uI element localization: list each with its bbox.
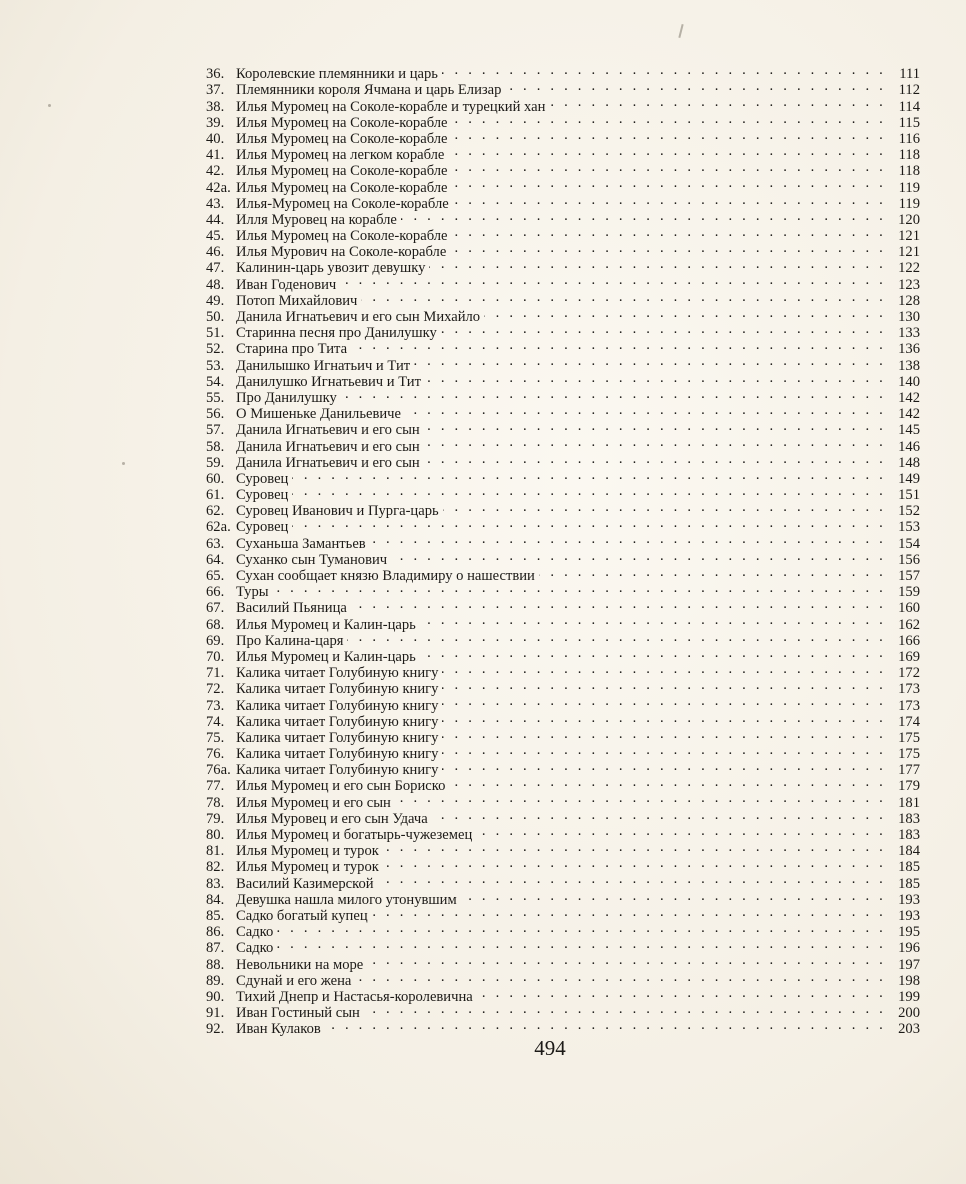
toc-entry-title: Калика читает Голубиную книгу [236, 729, 439, 746]
dot-leader [383, 839, 886, 855]
toc-entry-page: 166 [898, 632, 920, 649]
toc-entry-page: 116 [898, 130, 920, 147]
toc-entry-page: 123 [898, 276, 920, 293]
toc-entry-page: 148 [898, 454, 920, 471]
toc-entry-page: 197 [898, 956, 920, 973]
toc-entry [206, 952, 920, 973]
toc-entry-number: 64. [206, 551, 225, 568]
toc-entry-number: 51. [206, 325, 225, 342]
toc-entry-number: 59. [206, 454, 225, 471]
toc-entry-number: 78. [206, 794, 225, 811]
toc-entry-number: 60. [206, 470, 225, 487]
toc-entry-page: 154 [898, 535, 920, 552]
toc-entry-title: Калика читает Голубиную книгу [236, 762, 439, 779]
dot-leader [442, 742, 886, 758]
toc-entry-title: Сухан сообщает князю Владимиру о нашествии [236, 568, 535, 584]
toc-entry-title: Иван Гостиный сын [236, 1005, 360, 1022]
dot-leader [461, 888, 886, 904]
toc-entry-title: Туры [236, 584, 269, 601]
dot-leader [292, 467, 886, 483]
toc-entry-page: 120 [898, 211, 920, 228]
toc-entry-title: Калика читает Голубиную книгу [236, 665, 439, 682]
toc-entry-number: 70. [206, 648, 225, 665]
toc-entry-title: Василий Казимерской [236, 875, 374, 892]
toc-entry-page: 145 [898, 422, 920, 439]
dot-leader [292, 483, 886, 499]
toc-entry-title: Суровец [236, 470, 289, 487]
dot-leader [450, 240, 886, 256]
paper-speck [48, 104, 51, 107]
toc-entry-page: 142 [898, 406, 920, 423]
toc-entry-number: 52. [206, 341, 225, 358]
dot-leader [442, 661, 886, 677]
toc-entry-title: Про Калина-царя [236, 632, 344, 649]
toc-entry-title: Королевские племянники и царь [236, 66, 438, 83]
toc-entry-page: 157 [898, 568, 920, 584]
toc-entry-page: 136 [898, 341, 920, 358]
toc-entry-title: Садко [236, 940, 274, 957]
toc-entry-title: Калика читает Голубиную книгу [236, 697, 439, 714]
toc-entry-number: 47. [206, 260, 225, 277]
toc-entry-page: 130 [898, 309, 920, 325]
toc-entry-page: 122 [898, 260, 920, 277]
toc-entry-title: Илья Муромец и богатырь-чужеземец [236, 827, 473, 843]
dot-leader [351, 596, 886, 612]
toc-entry-title: Суровец [236, 519, 289, 536]
pencil-mark [678, 24, 683, 38]
toc-entry [206, 62, 920, 83]
toc-entry-number: 77. [206, 778, 225, 795]
dot-leader [340, 272, 886, 288]
toc-entry-page: 142 [898, 389, 920, 406]
toc-entry-number: 74. [206, 713, 225, 730]
toc-entry-title: Данила Игнатьевич и его сын Михайло [236, 309, 481, 325]
toc-entry-title: Илья Муромец на Соколе-корабле и турецкий хан [236, 98, 546, 115]
toc-entry-title: Суханьша Замантьев [236, 535, 366, 552]
toc-entry-number: 54. [206, 373, 225, 390]
toc-entry-number: 83. [206, 875, 225, 892]
toc-entry-page: 185 [898, 859, 920, 876]
toc-entry-page: 172 [898, 665, 920, 682]
dot-leader [449, 774, 886, 790]
toc-entry-page: 152 [898, 503, 920, 520]
toc-entry-number: 37. [206, 82, 225, 99]
toc-entry-page: 200 [898, 1005, 920, 1022]
toc-entry-title: Илья Муромец и турок [236, 859, 379, 876]
dot-leader [395, 790, 886, 806]
toc-entry-number: 39. [206, 114, 225, 131]
toc-entry-page: 183 [898, 810, 920, 827]
toc-entry-page: 175 [898, 729, 920, 746]
toc-entry-number: 92. [206, 1021, 225, 1038]
dot-leader [372, 904, 886, 920]
toc-entry-page: 112 [898, 82, 920, 99]
toc-entry-page: 159 [898, 584, 920, 601]
toc-entry-title: Данила Игнатьевич и его сын [236, 438, 420, 455]
dot-leader [347, 629, 886, 645]
toc-entry-number: 46. [206, 244, 225, 261]
toc-entry-page: 121 [898, 244, 920, 261]
toc-entry-title: Суровец [236, 487, 289, 504]
toc-entry-number: 66. [206, 584, 225, 601]
toc-entry-page: 199 [898, 988, 920, 1005]
toc-entry-title: Данила Игнатьевич и его сын [236, 422, 420, 439]
toc-entry-page: 193 [898, 891, 920, 908]
toc-entry-page: 118 [898, 147, 920, 164]
toc-entry-page: 121 [898, 228, 920, 245]
toc-entry-page: 183 [898, 827, 920, 843]
toc-entry-number: 63. [206, 535, 225, 552]
paper-speck [122, 462, 125, 465]
toc-entry-title: Тихий Днепр и Настасья-королевична [236, 988, 473, 1005]
toc-entry-title: Садко богатый купец [236, 907, 368, 924]
toc-entry-number: 80. [206, 827, 225, 843]
dot-leader [443, 499, 886, 515]
dot-leader [484, 305, 886, 321]
toc-entry-number: 79. [206, 810, 225, 827]
dot-leader [355, 969, 886, 985]
toc-entry-title: Калика читает Голубиную книгу [236, 713, 439, 730]
toc-entry-number: 88. [206, 956, 225, 973]
toc-entry-number: 71. [206, 665, 225, 682]
toc-entry-number: 72. [206, 681, 225, 698]
toc-entry-page: 160 [898, 600, 920, 617]
dot-leader [277, 936, 886, 952]
toc-entry-number: 85. [206, 907, 225, 924]
toc-entry-page: 184 [898, 843, 920, 860]
toc-entry-number: 42а. [206, 179, 231, 196]
toc-entry-number: 90. [206, 988, 225, 1005]
dot-leader [420, 612, 886, 628]
dot-leader [277, 920, 886, 936]
toc-entry-number: 67. [206, 600, 225, 617]
toc-entry-title: Илья Муромец и турок [236, 843, 379, 860]
toc-entry-number: 55. [206, 389, 225, 406]
toc-entry-title: Илья Муромец на Соколе-корабле [236, 114, 448, 131]
toc-entry-page: 151 [898, 487, 920, 504]
dot-leader [425, 370, 886, 386]
toc-entry-title: Садко [236, 924, 274, 941]
toc-entry-page: 181 [898, 794, 920, 811]
toc-entry-page: 195 [898, 924, 920, 941]
toc-entry-number: 36. [206, 66, 225, 83]
dot-leader [424, 434, 886, 450]
toc-entry-number: 43. [206, 195, 225, 212]
toc-entry-number: 44. [206, 211, 225, 228]
toc-entry-page: 119 [898, 195, 920, 212]
toc-entry-title: Илья Муромец и его сын Бориско [236, 778, 446, 795]
dot-leader [292, 515, 886, 531]
dot-leader [367, 952, 886, 968]
toc-entry-title: Племянники короля Ячмана и царь Елизар [236, 82, 502, 99]
dot-leader [361, 289, 886, 305]
toc-entry-title: Илья-Муромец на Соколе-корабле [236, 195, 449, 212]
toc-entry [206, 596, 920, 617]
toc-entry-number: 42. [206, 163, 225, 180]
toc-entry-title: Илья Муромец на Соколе-корабле [236, 163, 448, 180]
toc-entry-number: 62. [206, 503, 225, 520]
dot-leader [452, 224, 886, 240]
toc-entry-page: 114 [898, 98, 920, 115]
toc-entry [206, 499, 920, 520]
dot-leader [476, 823, 886, 839]
toc-entry-number: 75. [206, 729, 225, 746]
toc-entry-number: 56. [206, 406, 225, 423]
dot-leader [341, 386, 886, 402]
dot-leader [452, 159, 886, 175]
page-number [0, 1036, 966, 1061]
toc-entry-page: 175 [898, 746, 920, 763]
toc-entry-number: 58. [206, 438, 225, 455]
toc-entry [206, 920, 920, 941]
toc-entry-title: Суровец Иванович и Пурга-царь [236, 503, 439, 520]
toc-entry-title: Илья Муромец и Калин-царь [236, 648, 416, 665]
toc-entry-number: 84. [206, 891, 225, 908]
toc-entry-page: 162 [898, 616, 920, 633]
toc-entry-title: Калика читает Голубиную книгу [236, 681, 439, 698]
toc-entry [206, 515, 920, 536]
toc-entry-page: 133 [898, 325, 920, 342]
toc-entry-page: 169 [898, 648, 920, 665]
toc-entry-page: 203 [898, 1021, 920, 1038]
toc-entry-number: 45. [206, 228, 225, 245]
toc-entry-number: 50. [206, 309, 225, 325]
dot-leader [477, 985, 886, 1001]
toc-entry-title: Калинин-царь увозит девушку [236, 260, 426, 277]
toc-entry-page: 119 [898, 179, 920, 196]
toc-entry-page: 146 [898, 438, 920, 455]
toc-entry-page: 193 [898, 907, 920, 924]
dot-leader [383, 855, 886, 871]
dot-leader [442, 62, 886, 78]
toc-entry-number: 48. [206, 276, 225, 293]
dot-leader [442, 710, 886, 726]
toc-entry-number: 38. [206, 98, 225, 115]
toc-entry-title: Старина про Тита [236, 341, 348, 358]
dot-leader [370, 531, 886, 547]
dot-leader [448, 143, 886, 159]
dot-leader [442, 693, 886, 709]
dot-leader [441, 321, 886, 337]
toc-entry-number: 76. [206, 746, 225, 763]
toc-entry-title: Потоп Михайлович [236, 292, 358, 309]
dot-leader [401, 208, 886, 224]
toc-entry-page: 196 [898, 940, 920, 957]
toc-entry-title: Суханко сын Туманович [236, 551, 388, 568]
toc-entry-number: 61. [206, 487, 225, 504]
toc-entry [206, 531, 920, 552]
dot-leader [273, 580, 886, 596]
toc-entry-page: 198 [898, 972, 920, 989]
dot-leader [442, 677, 886, 693]
toc-entry-number: 73. [206, 697, 225, 714]
toc-entry-title: Калика читает Голубиную книгу [236, 746, 439, 763]
toc-entry-number: 57. [206, 422, 225, 439]
dot-leader [378, 871, 886, 887]
dot-leader [364, 1001, 886, 1017]
dot-leader [549, 94, 886, 110]
toc-entry-title: Илья Муровец и его сын Удача [236, 810, 428, 827]
toc-entry-page: 156 [898, 551, 920, 568]
toc-entry-page: 149 [898, 470, 920, 487]
toc-entry-number: 89. [206, 972, 225, 989]
toc-entry-number: 91. [206, 1005, 225, 1022]
toc-entry-title: Данилышко Игнатьич и Тит [236, 357, 411, 374]
dot-leader [405, 402, 886, 418]
toc-entry-title: Про Данилушку [236, 389, 337, 406]
toc-entry-page: 140 [898, 373, 920, 390]
toc-entry-number: 68. [206, 616, 225, 633]
toc-entry-number: 76а. [206, 762, 231, 779]
toc-entry-number: 81. [206, 843, 225, 860]
toc-entry [206, 580, 920, 601]
toc-entry-number: 53. [206, 357, 225, 374]
dot-leader [452, 175, 886, 191]
toc-entry-title: Иван Кулаков [236, 1021, 321, 1038]
toc-entry-title: Илья Муромец и Калин-царь [236, 616, 416, 633]
toc-entry [206, 483, 920, 504]
toc-entry-number: 41. [206, 147, 225, 164]
dot-leader [351, 337, 886, 353]
toc-entry-page: 177 [898, 762, 920, 779]
toc-entry-title: Василий Пьяница [236, 600, 347, 617]
toc-entry-page: 173 [898, 697, 920, 714]
toc-entry-number: 65. [206, 568, 225, 584]
toc-entry [206, 467, 920, 487]
dot-leader [429, 256, 886, 272]
toc-entry-title: Илья Муромец на Соколе-корабле [236, 130, 448, 147]
toc-entry-page: 185 [898, 875, 920, 892]
toc-entry-page: 115 [898, 114, 920, 131]
toc-entry-number: 40. [206, 130, 225, 147]
dot-leader [442, 726, 886, 742]
toc-entry-page: 173 [898, 681, 920, 698]
toc-entry-number: 49. [206, 292, 225, 309]
toc-entry-title: Девушка нашла милого утонувшим [236, 891, 457, 908]
toc-entry-page: 174 [898, 713, 920, 730]
dot-leader [325, 1017, 886, 1033]
toc-entry-number: 69. [206, 632, 225, 649]
dot-leader [424, 418, 886, 434]
dot-leader [414, 353, 886, 369]
toc-entry-title: Сдунай и его жена [236, 972, 352, 989]
toc-entry-title: Илля Муровец на корабле [236, 211, 397, 228]
toc-entry-number: 87. [206, 940, 225, 957]
toc-entry-title: Илья Мурович на Соколе-корабле [236, 244, 447, 261]
toc-entry-page: 153 [898, 519, 920, 536]
toc-entry-number: 62а. [206, 519, 231, 536]
toc-entry-page: 138 [898, 357, 920, 374]
toc-entry-title: О Мишеньке Данильевиче [236, 406, 401, 423]
dot-leader [442, 758, 886, 774]
toc-entry-title: Данила Игнатьевич и его сын [236, 454, 420, 471]
dot-leader [453, 192, 886, 208]
toc-entry [206, 936, 920, 957]
toc-entry-title: Илья Муромец и его сын [236, 794, 391, 811]
toc-entry-title: Старинна песня про Данилушку [236, 325, 437, 342]
toc-entry-page: 179 [898, 778, 920, 795]
toc-entry-page: 111 [899, 66, 920, 83]
toc-entry-title: Илья Муромец на Соколе-корабле [236, 179, 448, 196]
table-of-contents [206, 62, 920, 1038]
dot-leader [420, 645, 886, 661]
dot-leader [391, 548, 886, 564]
dot-leader [539, 564, 886, 580]
page-number-text: 494 [534, 1036, 566, 1060]
dot-leader [505, 78, 886, 94]
toc-entry-title: Иван Годенович [236, 276, 337, 293]
dot-leader [452, 111, 886, 127]
toc-entry-title: Данилушко Игнатьевич и Тит [236, 373, 421, 390]
toc-entry-title: Илья Муромец на легком корабле [236, 147, 445, 164]
toc-entry-title: Невольники на море [236, 956, 364, 973]
toc-entry-page: 118 [898, 163, 920, 180]
dot-leader [452, 127, 886, 143]
toc-entry-title: Илья Муромец на Соколе-корабле [236, 228, 448, 245]
toc-entry-page: 128 [898, 292, 920, 309]
dot-leader [424, 451, 886, 467]
dot-leader [432, 807, 886, 823]
toc-entry-number: 86. [206, 924, 225, 941]
toc-entry-number: 82. [206, 859, 225, 876]
